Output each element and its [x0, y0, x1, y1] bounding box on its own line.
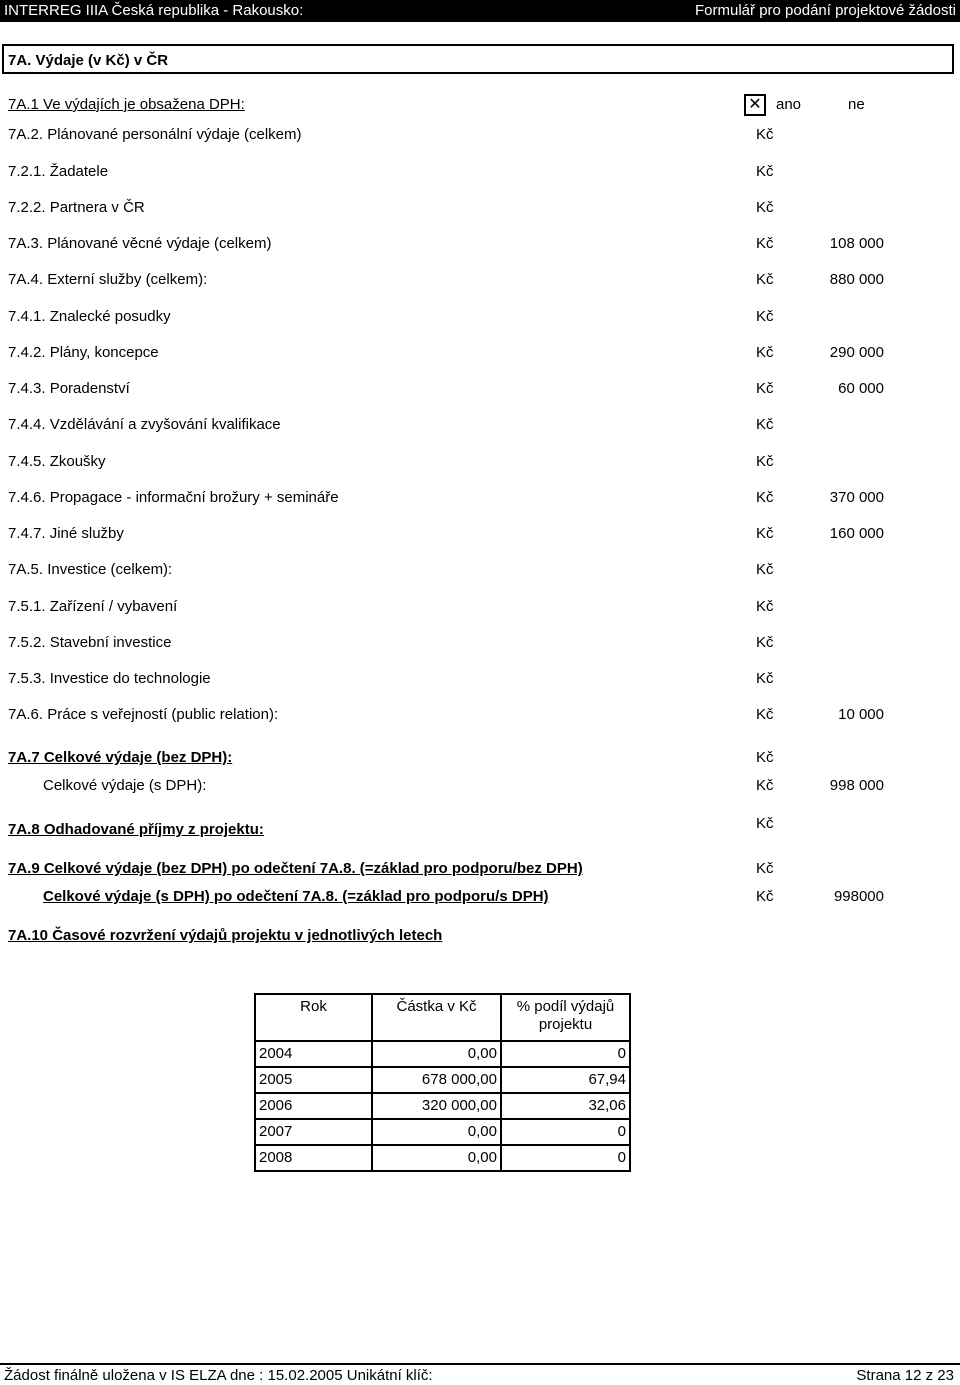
expense-label: 7.4.1. Znalecké posudky [8, 308, 171, 325]
expense-label: 7.4.7. Jiné služby [8, 525, 124, 542]
expense-row [8, 380, 958, 398]
share-cell: 67,94 [501, 1067, 630, 1093]
time-split-title: 7A.10 Časové rozvržení výdajů projektu v jednotlivých letech [8, 927, 443, 944]
expense-row [8, 489, 958, 507]
share-cell: 32,06 [501, 1093, 630, 1119]
share-cell: 0 [501, 1119, 630, 1145]
currency-label: Kč [756, 380, 774, 397]
currency-label: Kč [756, 670, 774, 687]
currency-label: Kč [756, 126, 774, 143]
amount-cell[interactable]: 0,00 [372, 1119, 501, 1145]
expense-label: 7.4.2. Plány, koncepce [8, 344, 159, 361]
table-row [255, 1119, 630, 1145]
amount-cell[interactable]: 0,00 [372, 1041, 501, 1067]
amount-cell[interactable]: 678 000,00 [372, 1067, 501, 1093]
currency-label: Kč [756, 815, 774, 832]
expense-row [8, 561, 958, 579]
expense-amount-field[interactable]: 880 000 [829, 271, 884, 288]
table-row [255, 1067, 630, 1093]
year-cell: 2004 [255, 1041, 372, 1067]
currency-label: Kč [756, 235, 774, 252]
expense-row [8, 453, 958, 471]
currency-label: Kč [756, 344, 774, 361]
currency-label: Kč [756, 598, 774, 615]
share-cell: 0 [501, 1041, 630, 1067]
expense-label: 7.5.1. Zařízení / vybavení [8, 598, 178, 615]
expense-label: 7.5.3. Investice do technologie [8, 670, 211, 687]
table-row [255, 1093, 630, 1119]
currency-label: Kč [756, 199, 774, 216]
footer-divider [0, 1363, 960, 1365]
year-cell: 2007 [255, 1119, 372, 1145]
expense-row [8, 416, 958, 434]
expense-label: 7.5.2. Stavební investice [8, 634, 172, 651]
vat-no-option[interactable]: ne [848, 96, 865, 113]
total-no-vat-label: 7A.7 Celkové výdaje (bez DPH): [8, 749, 233, 766]
page-header [0, 0, 960, 22]
year-cell: 2008 [255, 1145, 372, 1171]
expense-label: 7.2.1. Žadatele [8, 163, 109, 180]
income-label: 7A.8 Odhadované příjmy z projektu: [8, 821, 264, 838]
expense-row [8, 235, 958, 253]
expense-row [8, 598, 958, 616]
currency-label: Kč [756, 525, 774, 542]
expense-amount-field[interactable]: 290 000 [829, 344, 884, 361]
net-vat-label: Celkové výdaje (s DPH) po odečtení 7A.8. (=základ pro podporu/s DPH) [43, 888, 549, 905]
col-share-header: % podíl výdajů projektu [501, 994, 630, 1041]
vat-question-label: 7A.1 Ve výdajích je obsažena DPH: [8, 96, 245, 113]
expense-amount-field[interactable]: 10 000 [838, 706, 884, 723]
net-vat-field[interactable]: 998000 [833, 888, 884, 905]
year-cell: 2006 [255, 1093, 372, 1119]
footer-save-info: Žádost finálně uložena v IS ELZA dne : 15.02.2005 Unikátní klíč: [4, 1367, 433, 1384]
total-vat-field[interactable]: 998 000 [829, 777, 884, 794]
expense-label: 7.4.3. Poradenství [8, 380, 130, 397]
expense-row [8, 308, 958, 326]
section-title-box [2, 44, 954, 74]
total-vat-label: Celkové výdaje (s DPH): [43, 777, 207, 794]
expense-row [8, 670, 958, 688]
currency-label: Kč [756, 860, 774, 877]
expense-label: 7A.4. Externí služby (celkem): [8, 271, 208, 288]
expense-row [8, 525, 958, 543]
currency-label: Kč [756, 308, 774, 325]
expense-row [8, 199, 958, 217]
currency-label: Kč [756, 453, 774, 470]
currency-label: Kč [756, 163, 774, 180]
net-no-vat-row [8, 860, 958, 878]
expense-row [8, 126, 958, 144]
table-row [255, 1145, 630, 1171]
expense-label: 7A.3. Plánované věcné výdaje (celkem) [8, 235, 272, 252]
expense-label: 7.4.4. Vzdělávání a zvyšování kvalifikace [8, 416, 281, 433]
header-form-title: Formulář pro podání projektové žádosti [695, 2, 956, 19]
table-header-row [255, 994, 630, 1041]
time-split-table [254, 993, 631, 1172]
expense-amount-field[interactable]: 160 000 [829, 525, 884, 542]
currency-label: Kč [756, 706, 774, 723]
currency-label: Kč [756, 634, 774, 651]
currency-label: Kč [756, 271, 774, 288]
amount-cell[interactable]: 0,00 [372, 1145, 501, 1171]
year-cell: 2005 [255, 1067, 372, 1093]
expense-row [8, 634, 958, 652]
header-program: INTERREG IIIA Česká republika - Rakousko: [4, 2, 304, 19]
expense-label: 7A.2. Plánované personální výdaje (celkem) [8, 126, 302, 143]
total-no-vat-row [8, 749, 958, 767]
expense-row [8, 344, 958, 362]
net-vat-row [8, 888, 958, 906]
footer-page-number: Strana 12 z 23 [856, 1367, 954, 1384]
table-row [255, 1041, 630, 1067]
vat-yes-label: ano [776, 96, 802, 113]
currency-label: Kč [756, 416, 774, 433]
expense-label: 7.4.6. Propagace - informační brožury + semináře [8, 489, 339, 506]
currency-label: Kč [756, 749, 774, 766]
total-vat-row [8, 777, 958, 795]
expense-row [8, 163, 958, 181]
expense-amount-field[interactable]: 60 000 [838, 380, 884, 397]
currency-label: Kč [756, 777, 774, 794]
expense-row [8, 271, 958, 289]
expense-label: 7A.5. Investice (celkem): [8, 561, 173, 578]
currency-label: Kč [756, 888, 774, 905]
currency-label: Kč [756, 561, 774, 578]
section-title: 7A. Výdaje (v Kč) v ČR [8, 52, 169, 69]
expense-amount-field[interactable]: 370 000 [829, 489, 884, 506]
vat-yes-checkbox[interactable]: ✕ [744, 94, 766, 116]
share-cell: 0 [501, 1145, 630, 1171]
expense-row [8, 706, 958, 724]
expense-amount-field[interactable]: 108 000 [829, 235, 884, 252]
expense-label: 7.2.2. Partnera v ČR [8, 199, 145, 216]
expense-label: 7A.6. Práce s veřejností (public relation): [8, 706, 279, 723]
col-year-header: Rok [255, 994, 372, 1041]
col-amount-header: Částka v Kč [372, 994, 501, 1041]
currency-label: Kč [756, 489, 774, 506]
net-no-vat-label: 7A.9 Celkové výdaje (bez DPH) po odečtení 7A.8. (=základ pro podporu/bez DPH) [8, 860, 583, 877]
expense-label: 7.4.5. Zkoušky [8, 453, 106, 470]
amount-cell[interactable]: 320 000,00 [372, 1093, 501, 1119]
